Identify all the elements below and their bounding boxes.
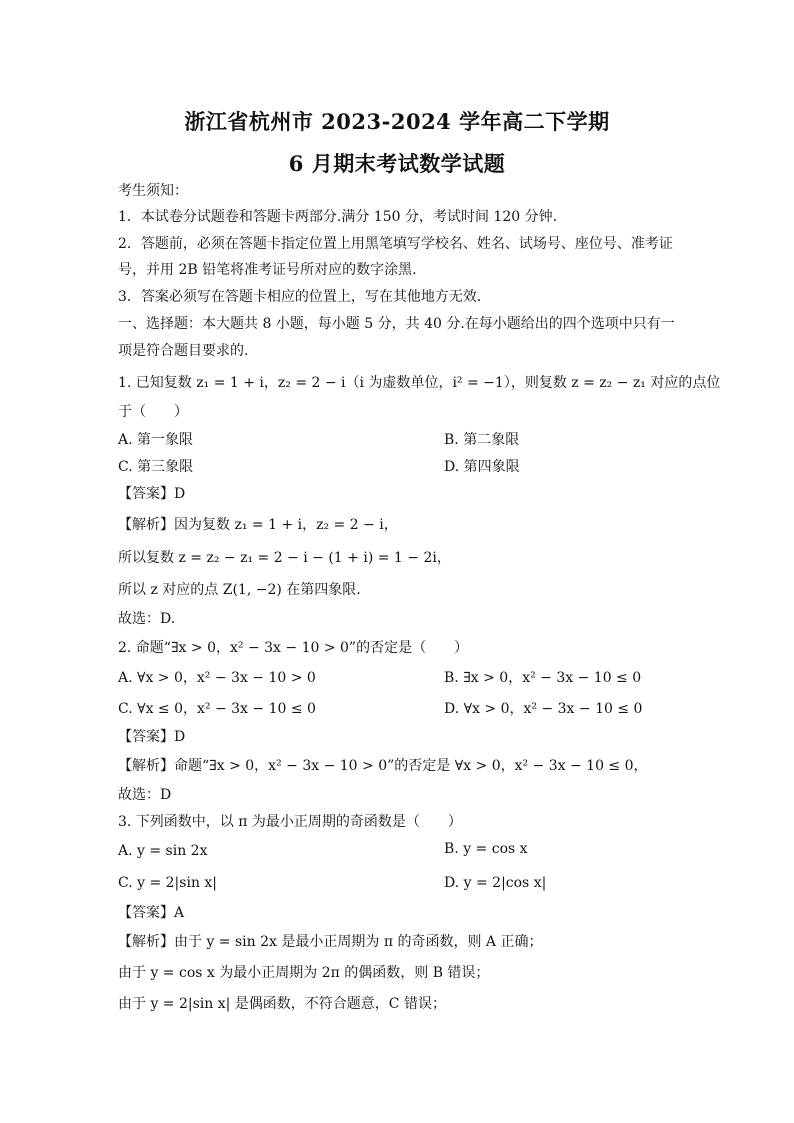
q1-explanation-line1: 【解析】因为复数 z₁ = 1 + i，z₂ = 2 − i， xyxy=(118,517,398,533)
q2-option-b: B. ∃x > 0，x² − 3x − 10 ≤ 0 xyxy=(444,670,642,686)
q1-option-d: D. 第四象限 xyxy=(444,459,520,475)
q3-explanation-line1: 【解析】由于 y = sin 2x 是最小正周期为 π 的奇函数，则 A 正确； xyxy=(118,934,543,950)
exam-title-line2: 6 月期末考试数学试题 xyxy=(288,151,506,176)
q1-option-c: C. 第三象限 xyxy=(118,459,194,475)
q1-answer: 【答案】D xyxy=(118,486,186,502)
q1-option-a: A. 第一象限 xyxy=(118,432,194,448)
q2-option-d: D. ∀x > 0，x² − 3x − 10 ≤ 0 xyxy=(444,701,643,717)
q3-explanation-line2: 由于 y = cos x 为最小正周期为 2π 的偶函数，则 B 错误； xyxy=(118,965,490,981)
notice-heading: 考生须知： xyxy=(118,183,188,199)
q3-option-a: A. y = sin 2x xyxy=(118,843,208,859)
q1-explanation-line3: 所以 z 对应的点 Z(1, −2) 在第四象限. xyxy=(118,582,361,598)
q3-stem: 3. 下列函数中，以 π 为最小正周期的奇函数是（ ） xyxy=(118,814,462,830)
q1-explanation-line4: 故选：D. xyxy=(118,611,176,627)
q3-option-c: C. y = 2|sin x| xyxy=(118,875,218,891)
q2-explanation-line2: 故选：D xyxy=(118,787,172,803)
q3-option-b: B. y = cos x xyxy=(444,841,528,857)
q2-answer: 【答案】D xyxy=(118,729,186,745)
section1-instructions-line1: 一、选择题：本大题共 8 小题，每小题 5 分，共 40 分.在每小题给出的四个选项中只有一 xyxy=(118,316,675,332)
notice-item-3: 3．答案必须写在答题卡相应的位置上，写在其他地方无效. xyxy=(118,289,482,305)
q1-stem-line2: 于（ ） xyxy=(118,404,188,420)
notice-item-2-line2: 号，并用 2B 铅笔将准考证号所对应的数字涂黑. xyxy=(118,262,417,278)
exam-title-line1: 浙江省杭州市 2023-2024 学年高二下学期 xyxy=(184,109,610,134)
notice-item-1: 1．本试卷分试题卷和答题卡两部分.满分 150 分，考试时间 120 分钟. xyxy=(118,209,558,225)
q3-answer: 【答案】A xyxy=(118,905,185,921)
section1-instructions-line2: 项是符合题目要求的. xyxy=(118,343,249,359)
q3-explanation-line3: 由于 y = 2|sin x| 是偶函数，不符合题意，C 错误； xyxy=(118,996,446,1012)
q3-option-d: D. y = 2|cos x| xyxy=(444,875,547,891)
q2-stem: 2. 命题“∃x > 0，x² − 3x − 10 > 0”的否定是（ ） xyxy=(118,640,469,656)
q1-explanation-line2: 所以复数 z = z₂ − z₁ = 2 − i − (1 + i) = 1 − 2i， xyxy=(118,550,451,566)
q2-option-a: A. ∀x > 0，x² − 3x − 10 > 0 xyxy=(118,670,316,686)
q1-option-b: B. 第二象限 xyxy=(444,432,520,448)
q2-option-c: C. ∀x ≤ 0，x² − 3x − 10 ≤ 0 xyxy=(118,701,316,717)
notice-item-2-line1: 2．答题前，必须在答题卡指定位置上用黑笔填写学校名、姓名、试场号、座位号、准考证 xyxy=(118,236,673,252)
q1-stem-line1: 1. 已知复数 z₁ = 1 + i，z₂ = 2 − i（i 为虚数单位，i² = −1），则复数 z = z₂ − z₁ 对应的点位 xyxy=(118,375,721,391)
q2-explanation-line1: 【解析】命题“∃x > 0，x² − 3x − 10 > 0”的否定是 ∀x > 0，x² − 3x − 10 ≤ 0， xyxy=(118,758,648,774)
